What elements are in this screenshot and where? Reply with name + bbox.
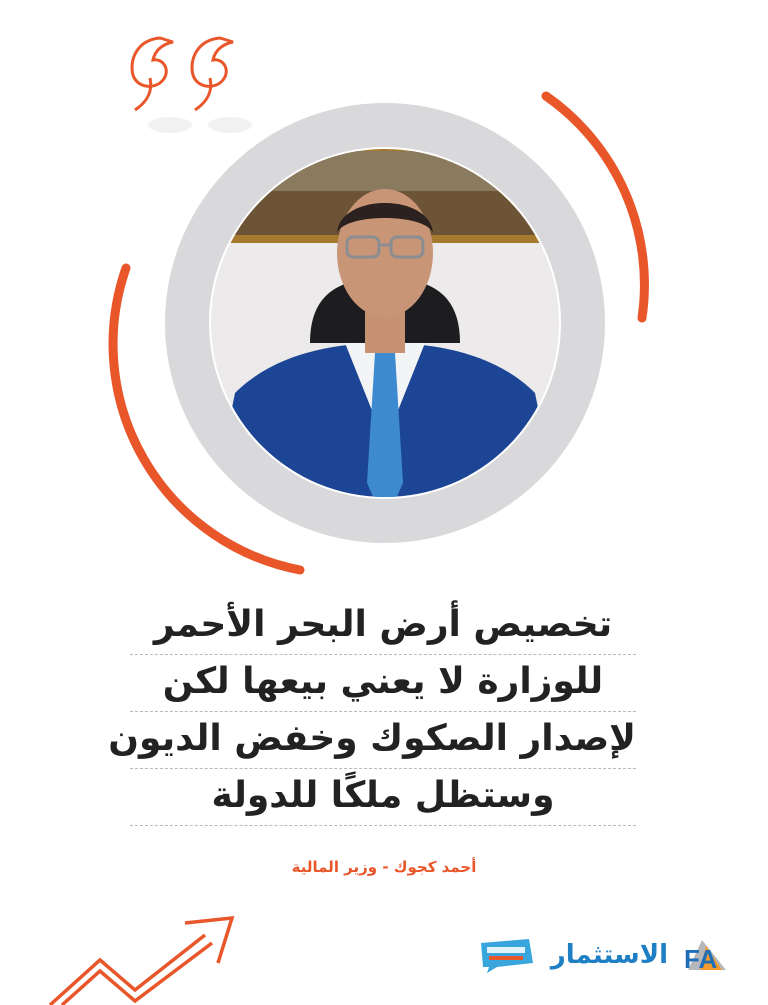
fa-logo (682, 938, 728, 972)
quote-text (108, 598, 636, 826)
attribution: أحمد كجوك - وزير المالية (291, 858, 477, 876)
logos (477, 935, 728, 975)
quote-line-2: للوزارة لا يعني بيعها لكن (130, 655, 636, 712)
quote-line-3: لإصدار الصكوك وخفض الديون (130, 712, 636, 769)
quote-line-4: وستظل ملكًا للدولة (130, 769, 636, 826)
istithmar-logo: الاستثمار (550, 940, 668, 970)
tech-logo (477, 937, 537, 973)
quote-line-1: تخصيص أرض البحر الأحمر (130, 598, 636, 655)
portrait (165, 103, 605, 543)
fa-logo-text: FA (684, 944, 718, 972)
trend-arrow-icon (40, 915, 250, 1005)
